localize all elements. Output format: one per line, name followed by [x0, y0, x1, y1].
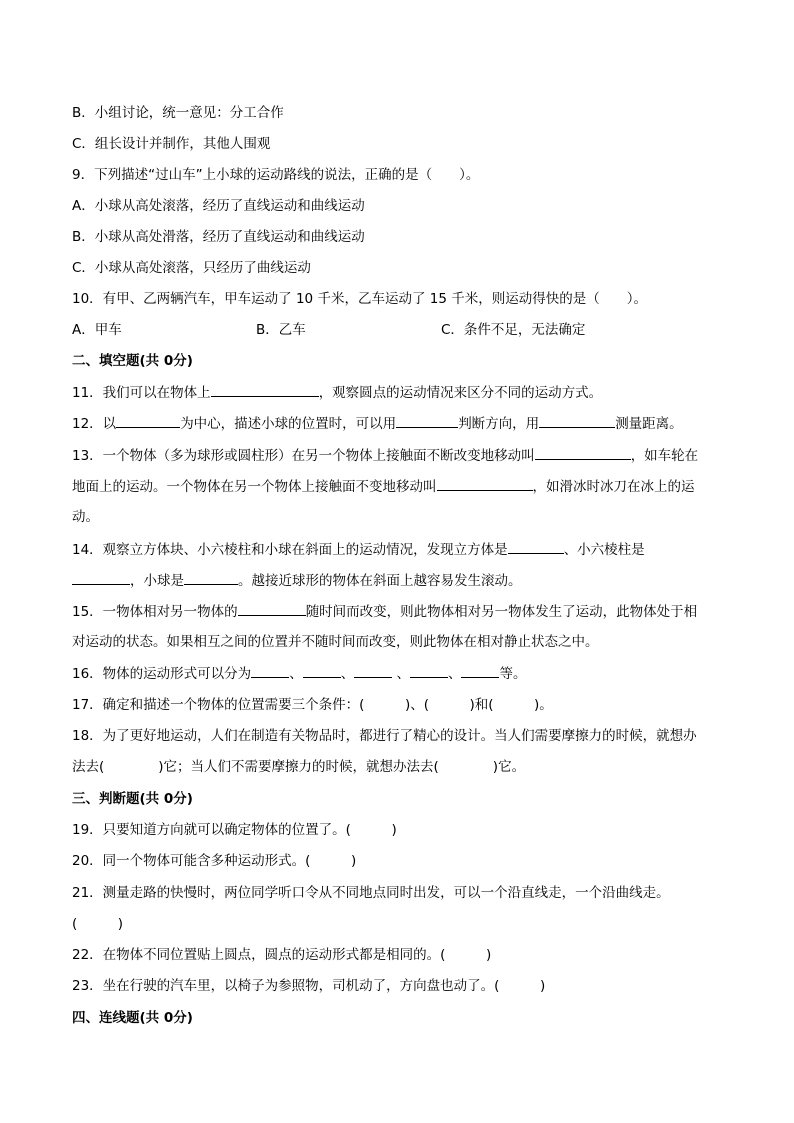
question-12-text-mid: 为中心，描述小球的位置时，可以用: [180, 416, 397, 432]
option-8c: C．组长设计并制作，其他人围观: [72, 136, 271, 152]
question-12-text-mid2: 判断方向，用: [458, 416, 540, 432]
question-18-line2: 法去( )它；当人们不需要摩擦力的时候，就想办法去( )它。: [72, 759, 526, 775]
question-9: 9．下列描述“过山车”上小球的运动路线的说法，正确的是（ ）。: [72, 167, 480, 183]
question-15-line2: 对运动的状态。如果相互之间的位置并不随时间而改变，则此物体在相对静止状态之中。: [72, 634, 599, 650]
separator: 、: [289, 666, 303, 682]
answer-blank: [251, 663, 289, 678]
question-12: [72, 413, 734, 434]
section-heading-fill-in: 二、填空题(共 0分): [72, 353, 193, 369]
question-13-line2: [72, 476, 734, 497]
answer-blank: [238, 601, 306, 616]
question-13-text-2: 地面上的运动。一个物体在另一个物体上接触面不变地移动叫: [72, 479, 437, 495]
question-12-text: 12．以: [72, 416, 117, 432]
question-13-text: 13．一个物体（多为球形或圆柱形）在另一个物体上接触面不断改变地移动叫: [72, 448, 535, 464]
answer-blank: [184, 570, 238, 585]
separator: 、: [392, 666, 410, 682]
question-15-line1: [72, 601, 734, 622]
answer-blank: [72, 570, 130, 585]
question-14-line1: [72, 539, 734, 560]
separator: 、: [447, 666, 462, 682]
question-13-text-mid: ，如车轮在: [630, 448, 699, 464]
section-heading-true-false: 三、判断题(共 0分): [72, 791, 193, 807]
question-15-text: 15．一物体相对另一物体的: [72, 604, 238, 620]
question-20: 20．同一个物体可能含多种运动形式。( ): [72, 853, 357, 869]
options-10: [72, 320, 734, 340]
answer-blank: [508, 539, 564, 554]
question-10: 10．有甲、乙两辆汽车，甲车运动了 10 千米，乙车运动了 15 千米，则运动得快的是（ ）。: [72, 291, 647, 307]
question-11: [72, 382, 734, 403]
question-16-text-end: 等。: [499, 666, 527, 682]
question-14-text-3: 。越接近球形的物体在斜面上越容易发生滚动。: [238, 573, 522, 589]
question-21-line2: ( ): [72, 916, 124, 932]
option-9c: C．小球从高处滚落，只经历了曲线运动: [72, 260, 311, 276]
question-12-text-end: 测量距离。: [615, 416, 683, 432]
question-16-text: 16．物体的运动形式可以分为: [72, 666, 252, 682]
question-14-text: 14．观察立方体块、小六棱柱和小球在斜面上的运动情况，发现立方体是: [72, 542, 508, 558]
question-13-line1: [72, 445, 734, 466]
option-9a: A．小球从高处滚落，经历了直线运动和曲线运动: [72, 198, 365, 214]
question-14-line2: [72, 570, 734, 591]
question-23: 23．坐在行驶的汽车里，以椅子为参照物，司机动了，方向盘也动了。( ): [72, 978, 546, 994]
option-10b: B．乙车: [256, 322, 306, 338]
question-22: 22．在物体不同位置贴上圆点，圆点的运动形式都是相同的。( ): [72, 947, 492, 963]
question-21-line1: 21．测量走路的快慢时，两位同学听口令从不同地点同时出发，可以一个沿直线走，一个沿曲线走。: [72, 885, 670, 901]
question-18-line1: 18．为了更好地运动，人们在制造有关物品时，都进行了精心的设计。当人们需要摩擦力的时候，就想办: [72, 728, 697, 744]
answer-blank: [535, 445, 631, 460]
answer-blank: [354, 663, 392, 678]
section-heading-matching: 四、连线题(共 0分): [72, 1010, 193, 1026]
answer-blank: [211, 382, 319, 397]
answer-blank: [116, 413, 180, 428]
question-14-text-mid: 、小六棱柱是: [563, 542, 645, 558]
answer-blank: [437, 476, 533, 491]
question-13-line3: 动。: [72, 509, 99, 525]
question-19: 19．只要知道方向就可以确定物体的位置了。( ): [72, 822, 397, 838]
question-11-text-end: ，观察圆点的运动情况来区分不同的运动方式。: [318, 385, 603, 401]
question-16: [72, 663, 734, 684]
question-11-text: 11．我们可以在物体上: [72, 385, 211, 401]
answer-blank: [410, 663, 448, 678]
answer-blank: [396, 413, 458, 428]
option-10c: C．条件不足，无法确定: [441, 322, 586, 338]
answer-blank: [303, 663, 341, 678]
option-10a: A．甲车: [72, 322, 122, 338]
answer-blank: [539, 413, 615, 428]
option-9b: B．小球从高处滑落，经历了直线运动和曲线运动: [72, 229, 365, 245]
question-13-text-3: ，如滑冰时冰刀在冰上的运: [532, 479, 695, 495]
question-17: 17．确定和描述一个物体的位置需要三个条件：( )、( )和( )。: [72, 697, 553, 713]
option-8b: B．小组讨论，统一意见：分工合作: [72, 105, 284, 121]
answer-blank: [461, 663, 499, 678]
question-14-text-2: ，小球是: [130, 573, 184, 589]
separator: 、: [340, 666, 355, 682]
question-15-text-mid: 随时间而改变，则此物体相对另一物体发生了运动，此物体处于相: [305, 604, 698, 620]
